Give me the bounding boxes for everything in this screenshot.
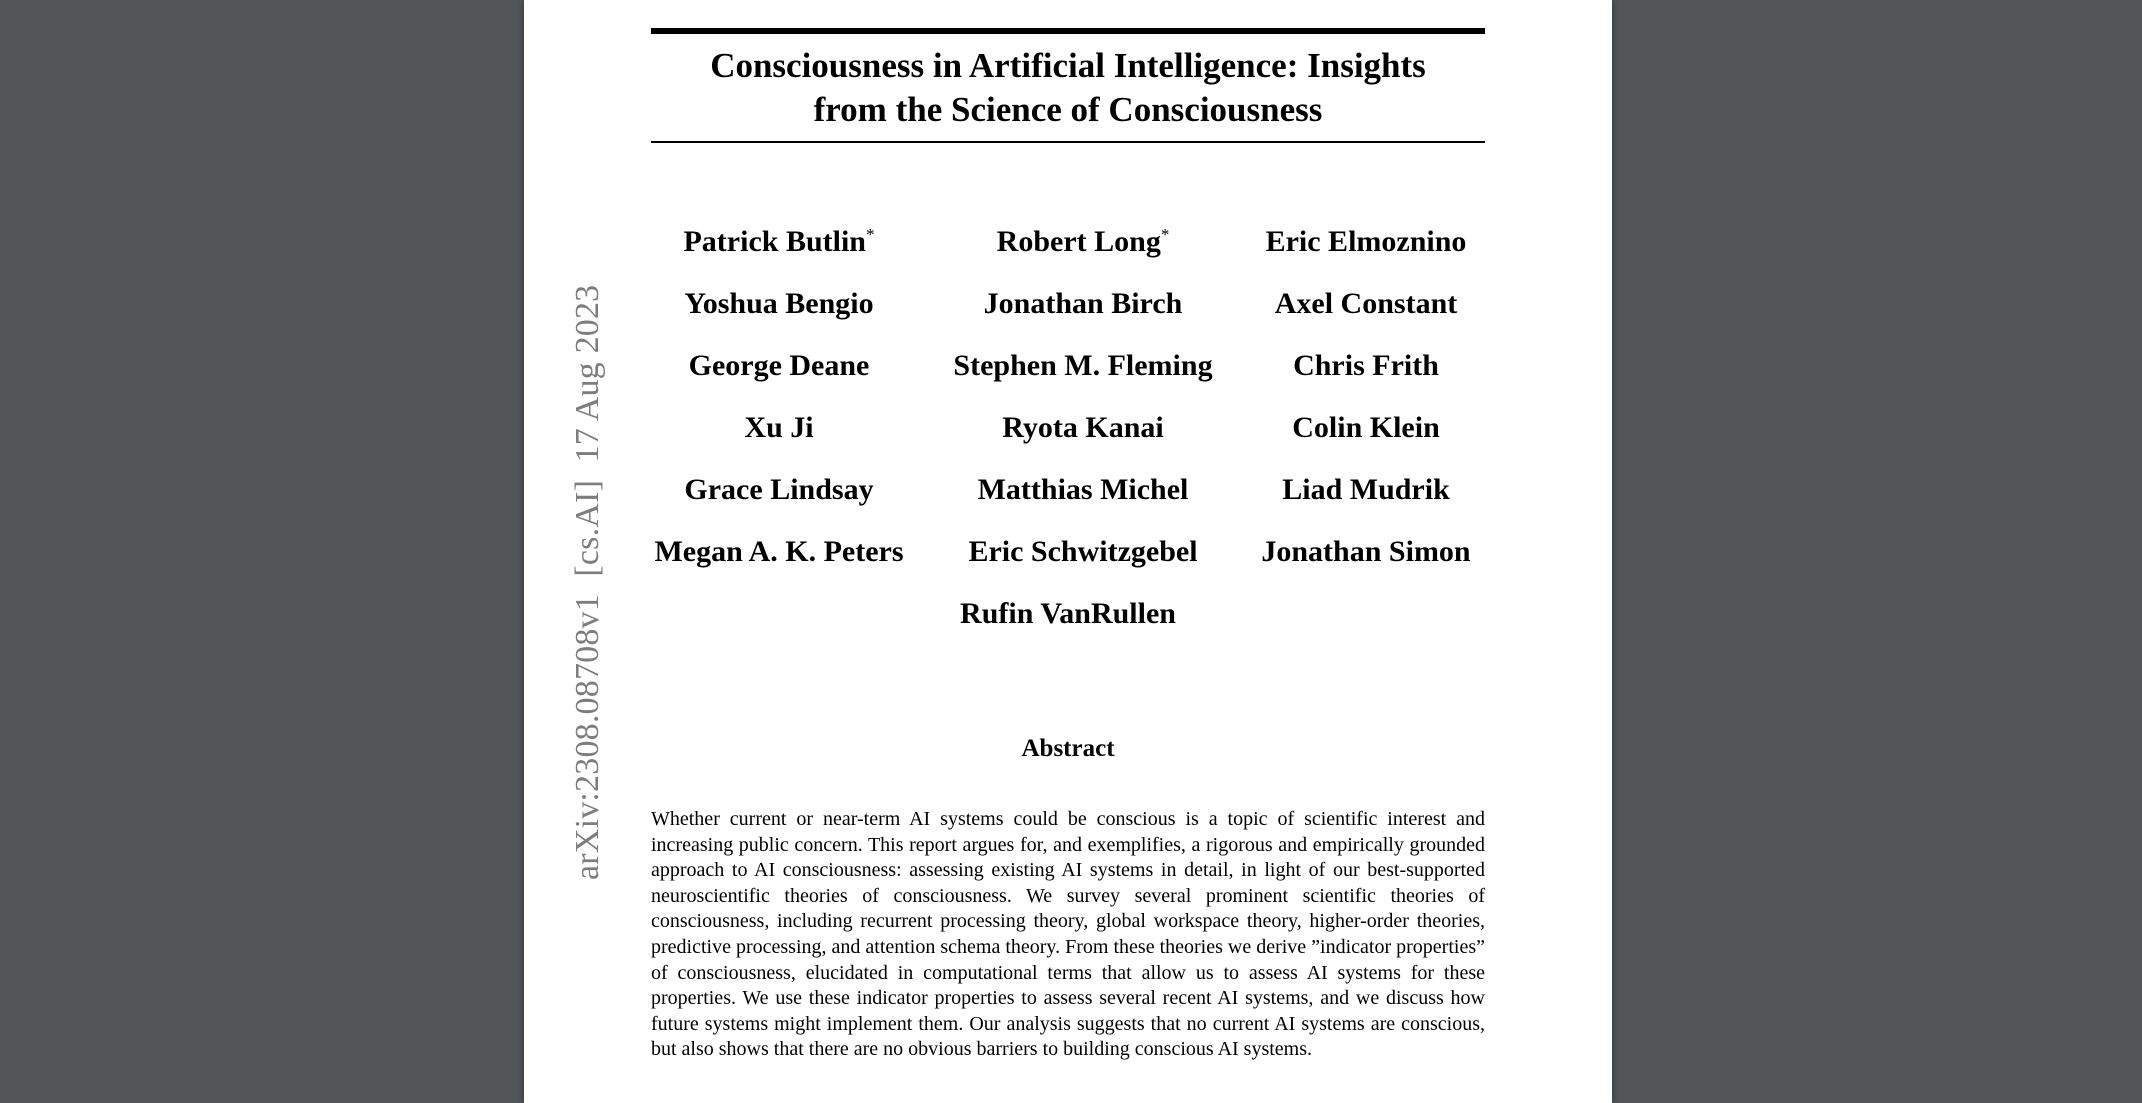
author-name bbox=[933, 534, 1233, 570]
author-name bbox=[1216, 286, 1516, 322]
author-name bbox=[1216, 534, 1516, 570]
author-name-text: Eric Elmoznino bbox=[1265, 225, 1467, 258]
author-name-text: Matthias Michel bbox=[977, 473, 1189, 506]
author-name-text: Jonathan Birch bbox=[983, 287, 1183, 320]
author-name-text: Patrick Butlin bbox=[683, 225, 866, 258]
abstract-body: Whether current or near-term AI systems could be conscious is a topic of scientific interest and increasing public concern. This report argues for, and exemplifies, a rigorous and empirically grounded approach to AI consciousness: assessing existing AI systems in detail, in light of our best-supported neuroscientific theories of consciousness. We survey several prominent scientific theories of consciousness, including recurrent processing theory, global workspace theory, higher-order theories, predictive processing, and attention schema theory. From these theories we derive ”indicator properties” of consciousness, elucidated in computational terms that allow us to assess AI systems for these properties. We use these indicator properties to assess several recent AI systems, and we discuss how future systems might implement them. Our analysis suggests that no current AI systems are conscious, but also shows that there are no obvious barriers to building conscious AI systems. bbox=[651, 808, 1485, 1061]
author-name bbox=[1216, 224, 1516, 260]
author-name bbox=[918, 596, 1218, 632]
title-line-1: Consciousness in Artificial Intelligence: Insights bbox=[710, 46, 1426, 85]
author-name-text: Eric Schwitzgebel bbox=[968, 535, 1198, 568]
equal-contribution-mark: * bbox=[866, 225, 875, 244]
author-name bbox=[629, 286, 929, 322]
author-name bbox=[1216, 472, 1516, 508]
author-name-text: Jonathan Simon bbox=[1261, 535, 1471, 568]
author-name-text: Colin Klein bbox=[1292, 411, 1440, 444]
author-name-text: Xu Ji bbox=[744, 411, 814, 444]
arxiv-side-stamp: arXiv:2308.08708v1 [cs.AI] 17 Aug 2023 bbox=[569, 284, 606, 880]
author-name bbox=[933, 472, 1233, 508]
author-name bbox=[629, 224, 929, 260]
title-bottom-rule bbox=[651, 141, 1485, 143]
author-name-text: Grace Lindsay bbox=[684, 473, 874, 506]
author-name-text: Liad Mudrik bbox=[1282, 473, 1450, 506]
author-name bbox=[629, 410, 929, 446]
author-name-text: Ryota Kanai bbox=[1002, 411, 1164, 444]
author-name-text: Megan A. K. Peters bbox=[654, 535, 904, 568]
author-name-text: Chris Frith bbox=[1293, 349, 1439, 382]
abstract-heading: Abstract bbox=[1021, 735, 1115, 762]
author-name-text: Axel Constant bbox=[1274, 287, 1458, 320]
paper-title bbox=[651, 44, 1485, 132]
author-name-text: Stephen M. Fleming bbox=[953, 349, 1213, 382]
author-name-text: Robert Long bbox=[996, 225, 1161, 258]
author-name-text: Yoshua Bengio bbox=[684, 287, 874, 320]
author-name bbox=[629, 472, 929, 508]
author-name bbox=[933, 224, 1233, 260]
author-name bbox=[1216, 410, 1516, 446]
author-name-text: Rufin VanRullen bbox=[960, 597, 1176, 630]
title-top-rule bbox=[651, 28, 1485, 34]
author-name bbox=[933, 348, 1233, 384]
title-line-2: from the Science of Consciousness bbox=[813, 90, 1323, 129]
author-name bbox=[933, 286, 1233, 322]
author-name bbox=[933, 410, 1233, 446]
author-name bbox=[629, 534, 929, 570]
pdf-page bbox=[524, 0, 1612, 1103]
author-name-text: George Deane bbox=[688, 349, 870, 382]
author-name bbox=[1216, 348, 1516, 384]
equal-contribution-mark: * bbox=[1160, 225, 1170, 244]
author-name bbox=[629, 348, 929, 384]
